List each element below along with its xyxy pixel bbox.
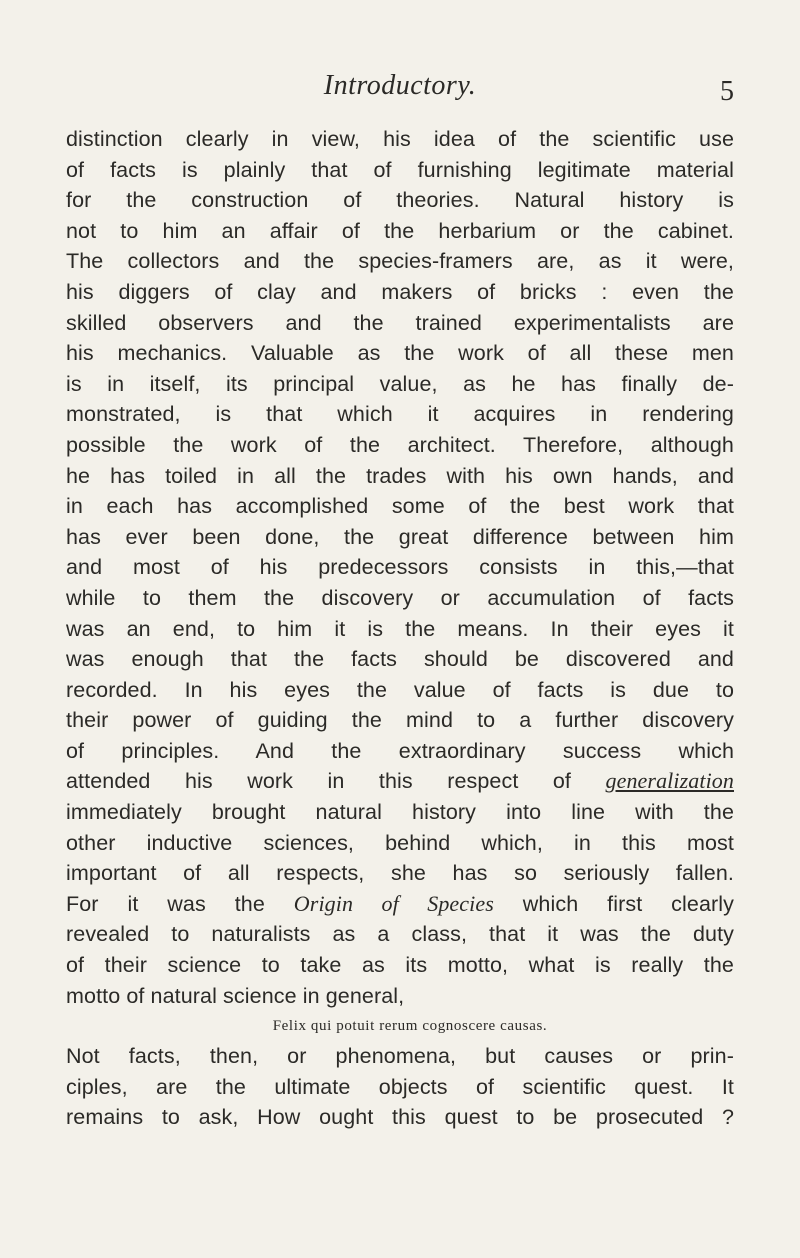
body-text [66,124,734,1133]
text-line [66,766,734,797]
text-line: important of all respects, she has so seriously fallen. [66,861,734,886]
text-line: distinction clearly in view, his idea of the scientific use [66,127,734,151]
italic-term-generalization: generalization [605,768,734,794]
text-line: he has toiled in all the trades with his own hands, and [66,463,734,488]
text-line: was enough that the facts should be discovered and [66,647,734,672]
text-line: was an end, to him it is the means. In their eyes it [66,616,734,641]
text-line: motto of natural science in general, [66,983,405,1008]
text-line: other inductive sciences, behind which, in this most [66,830,734,855]
text-line: monstrated, is that which it acquires in rendering [66,402,734,427]
text-line: remains to ask, How ought this quest to be prosecuted ? [66,1105,734,1130]
text-line: his diggers of clay and makers of bricks : even the [66,279,734,304]
text-segment: attended his work in this respect of [66,769,606,794]
text-line: of their science to take as its motto, what is really the [66,953,734,978]
text-line: recorded. In his eyes the value of facts is due to [66,677,734,702]
text-line: in each has accomplished some of the best work that [66,494,734,519]
page-number: 5 [720,76,734,107]
text-line: for the construction of theories. Natural history is [66,188,734,213]
text-line: has ever been done, the great difference between him [66,524,734,549]
text-line: his mechanics. Valuable as the work of all these men [66,341,734,366]
text-line [66,889,734,920]
text-line: while to them the discovery or accumulation of facts [66,585,734,610]
text-line: not to him an affair of the herbarium or the cabinet. [66,218,734,243]
text-line: is in itself, its principal value, as he has finally de- [66,371,734,396]
text-line: of facts is plainly that of furnishing legitimate material [66,157,734,182]
text-line: possible the work of the architect. Therefore, although [66,432,734,457]
latin-quotation: Felix qui potuit rerum cognoscere causas. [272,1018,548,1035]
text-line: Not facts, then, or phenomena, but causes or prin- [66,1044,734,1069]
text-line: of principles. And the extraordinary success which [66,738,734,763]
page-header [66,70,734,110]
text-line: revealed to naturalists as a class, that it was the duty [66,922,734,947]
text-line: and most of his predecessors consists in this,—that [66,555,734,580]
book-title-italic: Origin of Species [293,890,494,916]
text-segment: For it was the [66,891,294,916]
running-head: Introductory. [323,70,477,101]
text-line: The collectors and the species-framers are, as it were, [66,249,734,274]
text-line: immediately brought natural history into line with the [66,800,734,825]
text-segment: which first clearly [493,891,734,916]
text-line: their power of guiding the mind to a further discovery [66,708,734,733]
text-line: skilled observers and the trained experimentalists are [66,310,734,335]
text-line: ciples, are the ultimate objects of scientific quest. It [66,1074,734,1099]
